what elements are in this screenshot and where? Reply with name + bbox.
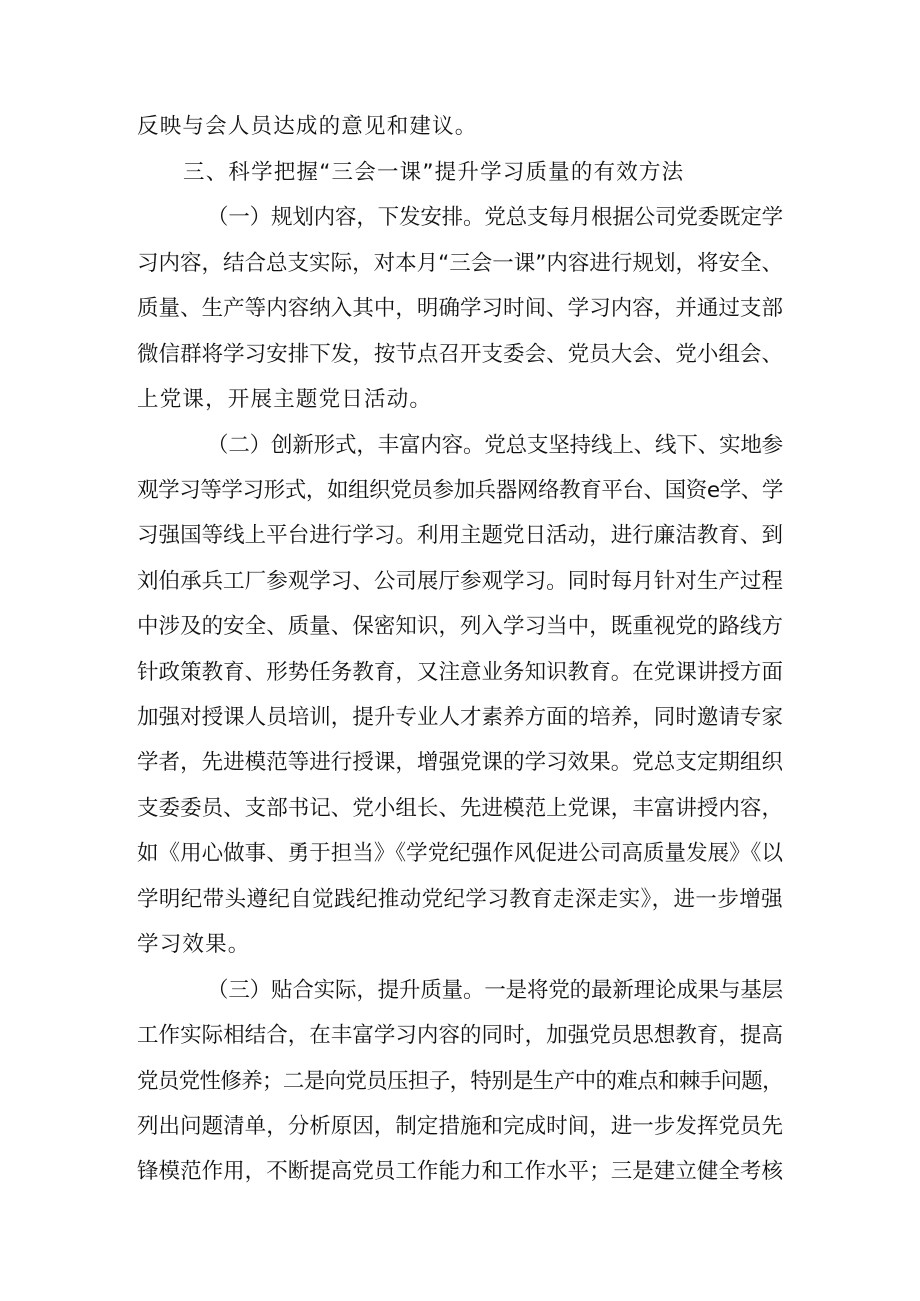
paragraph-line: 工作实际相结合，在丰富学习内容的同时，加强党员思想教育，提高: [137, 1023, 783, 1048]
section-heading: 三、科学把握“三会一课”提升学习质量的有效方法: [183, 160, 685, 185]
paragraph-line: （三）贴合实际，提升质量。一是将党的最新理论成果与基层: [207, 978, 783, 1003]
paragraph-line: 习内容，结合总支实际，对本月“三会一课”内容进行规划，将安全、: [137, 251, 783, 276]
paragraph-line: 列出问题清单，分析原因，制定措施和完成时间，进一步发挥党员先: [137, 1114, 783, 1139]
paragraph-line: 加强对授课人员培训，提升专业人才素养方面的培养，同时邀请专家: [137, 705, 783, 730]
paragraph-line: 质量、生产等内容纳入其中，明确学习时间、学习内容，并通过支部: [137, 296, 783, 321]
paragraph-line: 党员党性修养；二是向党员压担子，特别是生产中的难点和棘手问题，: [137, 1069, 783, 1094]
paragraph-line: 学者，先进模范等进行授课，增强党课的学习效果。党总支定期组织: [137, 750, 783, 775]
paragraph-line: 锋模范作用，不断提高党员工作能力和工作水平；三是建立健全考核: [137, 1159, 783, 1184]
paragraph-line: 习强国等线上平台进行学习。利用主题党日活动，进行廉洁教育、到: [137, 523, 783, 548]
paragraph-line: 刘伯承兵工厂参观学习、公司展厅参观学习。同时每月针对生产过程: [137, 569, 783, 594]
paragraph-line: 学习效果。: [137, 932, 251, 957]
paragraph-line: 反映与会人员达成的意见和建议。: [137, 114, 478, 139]
paragraph-line: 上党课，开展主题党日活动。: [137, 387, 433, 412]
paragraph-line: 微信群将学习安排下发，按节点召开支委会、党员大会、党小组会、: [137, 342, 783, 367]
paragraph-line: （二）创新形式，丰富内容。党总支坚持线上、线下、实地参: [207, 433, 783, 458]
paragraph-line: 学明纪带头遵纪自觉践纪推动党纪学习教育走深走实》，进一步增强: [137, 887, 783, 912]
paragraph-line: 针政策教育、形势任务教育，又注意业务知识教育。在党课讲授方面: [137, 660, 783, 685]
paragraph-line: 支委委员、支部书记、党小组长、先进模范上党课，丰富讲授内容，: [137, 796, 783, 821]
paragraph-line: 观学习等学习形式，如组织党员参加兵器网络教育平台、国资e学、学: [137, 478, 783, 503]
paragraph-line: （一）规划内容，下发安排。党总支每月根据公司党委既定学: [207, 205, 783, 230]
paragraph-line: 如《用心做事、勇于担当》《学党纪强作风促进公司高质量发展》《以: [137, 841, 783, 866]
paragraph-line: 中涉及的安全、质量、保密知识，列入学习当中，既重视党的路线方: [137, 614, 783, 639]
